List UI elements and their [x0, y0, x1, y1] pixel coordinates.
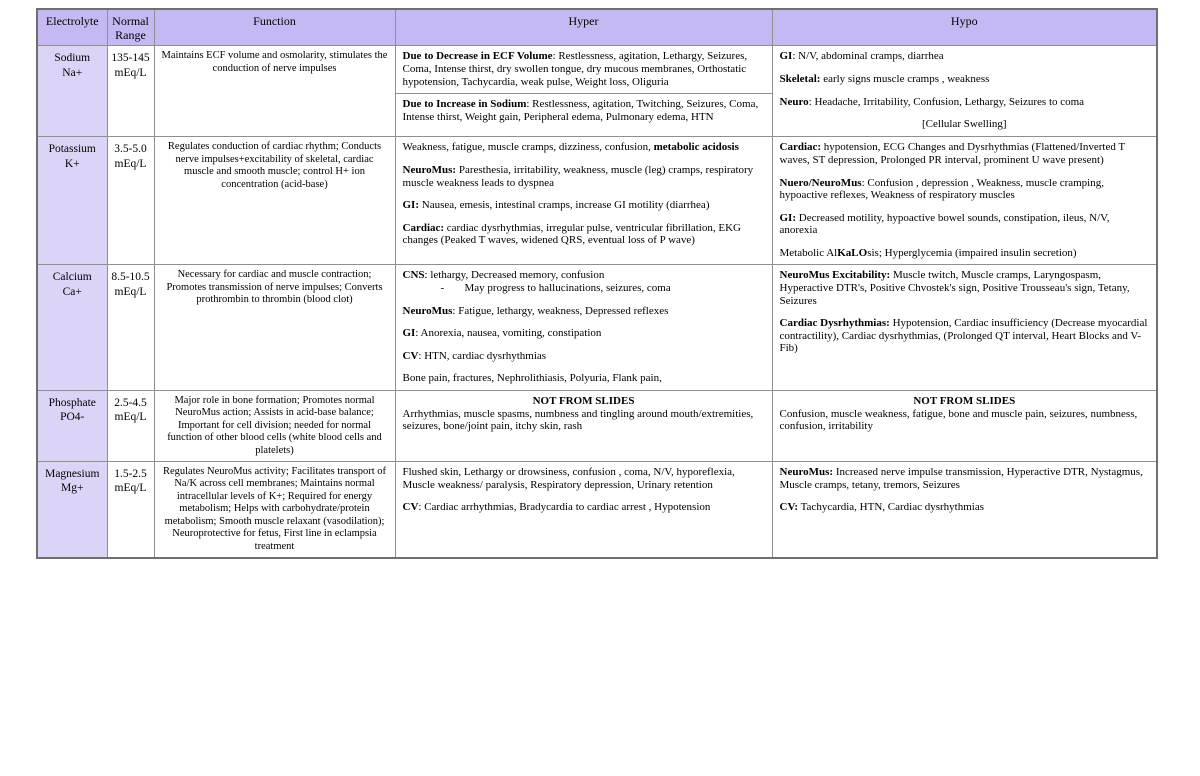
cell-section	[396, 46, 772, 94]
hyper-cell	[395, 265, 772, 391]
symptom-paragraph: GI: Decreased motility, hypoactive bowel sounds, constipation, ileus, N/V, anorexia	[779, 211, 1110, 237]
symptom-paragraph: Due to Increase in Sodium: Restlessness, agitation, Twitching, Seizures, Coma, Intense thirst, Weight gain, Peripheral edema, Pulmonary edema, HTN	[402, 98, 759, 123]
symptom-paragraph: Cardiac Dysrhythmias: Hypotension, Cardiac insufficiency (Decrease myocardial contractility), Cardiac dysrhythmias, (Prolonged QT interval, Heart Blocks and V-Fib)	[779, 317, 1148, 355]
hyper-cell	[395, 46, 772, 137]
symptom-paragraph: [Cellular Swelling]	[921, 118, 1007, 131]
hypo-cell	[772, 391, 1157, 462]
electrolyte-row	[37, 462, 1157, 558]
electrolyte-symbol: PO4-	[60, 411, 85, 424]
range-unit: mEq/L	[114, 285, 147, 298]
range-unit: mEq/L	[114, 66, 147, 79]
symptom-paragraph: Due to Decrease in ECF Volume: Restlessness, agitation, Lethargy, Seizures, Coma, Intense thirst, dry swollen tongue, dry mucous membranes, Orthostatic hypotension, Tachycardia, weak pulse, Weight loss, Oliguria	[402, 50, 748, 88]
electrolyte-name-cell	[37, 137, 107, 265]
symptom-paragraph: NeuroMus Excitability: Muscle twitch, Muscle cramps, Laryngospasm, Hyperactive DTR's, Positive Chvostek's sign, Positive Trousseau's sign, Tetany, Seizures	[779, 269, 1130, 307]
symptom-paragraph: GI: N/V, abdominal cramps, diarrhea	[779, 50, 944, 63]
hypo-cell	[772, 462, 1157, 558]
range-unit: mEq/L	[114, 157, 147, 170]
cell-section	[396, 462, 772, 519]
symptom-paragraph: Skeletal: early signs muscle cramps , weakness	[779, 72, 990, 85]
electrolyte-name: Magnesium	[45, 468, 100, 481]
function-cell: Regulates conduction of cardiac rhythm; Conducts nerve impulses+excitability of skeletal, cardiac muscle and smooth muscle; control H+ ion concentration (acid-base)	[154, 137, 395, 265]
normal-range-cell	[107, 265, 154, 391]
range-value: 3.5-5.0	[114, 143, 147, 156]
symptom-paragraph: CNS: lethargy, Decreased memory, confusion	[402, 269, 605, 282]
symptom-paragraph: CV: Tachycardia, HTN, Cardiac dysrhythmias	[779, 501, 985, 514]
cell-section	[396, 94, 772, 128]
normal-range-cell	[107, 46, 154, 137]
symptom-paragraph: Cardiac: hypotension, ECG Changes and Dysrhythmias (Flattened/Inverted T waves, ST depression, Prolonged PR interval, prominent U wave present)	[779, 141, 1125, 166]
electrolyte-name: Potassium	[48, 143, 96, 156]
symptom-paragraph: Confusion, muscle weakness, fatigue, bone and muscle pain, seizures, numbness, confusion, irritability	[779, 407, 1138, 433]
function-cell: Maintains ECF volume and osmolarity, stimulates the conduction of nerve impulses	[154, 46, 395, 137]
range-value: 8.5-10.5	[111, 271, 150, 284]
electrolyte-name-cell	[37, 391, 107, 462]
symptom-paragraph: Neuro: Headache, Irritability, Confusion, Lethargy, Seizures to coma	[779, 95, 1085, 108]
electrolyte-symbol: K+	[64, 157, 80, 170]
electrolyte-symbol: Mg+	[61, 482, 84, 495]
normal-range-cell	[107, 391, 154, 462]
symptom-paragraph: NeuroMus: Fatigue, lethargy, weakness, Depressed reflexes	[402, 304, 669, 317]
function-cell: Regulates NeuroMus activity; Facilitates transport of Na/K across cell membranes; Maintains normal intracellular levels of K+; Required for energy metabolism; Helps with carbohydrate/protein metabolism; Smooth muscle relaxant (vasodilation); Neuroprotective for fetus, First line in eclampsia treatment	[154, 462, 395, 558]
hypo-cell	[772, 46, 1157, 137]
symptom-paragraph: GI: Anorexia, nausea, vomiting, constipation	[402, 327, 602, 340]
column-header-electrolyte: Electrolyte	[37, 9, 107, 46]
symptom-paragraph: Metabolic AlKaLOsis; Hyperglycemia (impaired insulin secretion)	[779, 246, 1077, 259]
electrolyte-row	[37, 46, 1157, 137]
cell-section	[773, 137, 1157, 264]
column-header-hyper: Hyper	[395, 9, 772, 46]
electrolyte-name-cell	[37, 265, 107, 391]
symptom-paragraph: NeuroMus: Increased nerve impulse transmission, Hyperactive DTR, Nystagmus, Muscle cramps, tetany, tremors, Seizures	[779, 466, 1143, 491]
cell-section	[396, 391, 772, 438]
hyper-cell	[395, 391, 772, 462]
range-value: 1.5-2.5	[114, 468, 147, 481]
function-cell: Major role in bone formation; Promotes normal NeuroMus action; Assists in acid-base balance; Important for cell division; needed for normal function of other blood cells (white blood cells and platelets)	[154, 391, 395, 462]
symptom-paragraph: Nuero/NeuroMus: Confusion , depression , Weakness, muscle cramping, hypoactive reflexes, Weakness of respiratory muscles	[779, 176, 1104, 202]
symptom-paragraph: Cardiac: cardiac dysrhythmias, irregular pulse, ventricular fibrillation, EKG changes (Peaked T waves, widened QRS, eventual loss of P wave)	[402, 221, 741, 247]
symptom-paragraph: NOT FROM SLIDES	[532, 395, 635, 408]
column-header-normal-range: Normal Range	[107, 9, 154, 46]
cell-section	[773, 265, 1157, 360]
electrolyte-symbol: Na+	[62, 66, 83, 79]
symptom-paragraph: CV: HTN, cardiac dysrhythmias	[402, 349, 547, 362]
hyper-cell	[395, 462, 772, 558]
cell-section	[773, 46, 1157, 135]
cell-section	[396, 265, 772, 390]
electrolyte-name-cell	[37, 46, 107, 137]
symptom-paragraph: NeuroMus: Paresthesia, irritability, weakness, muscle (leg) cramps, respiratory muscle weakness leads to dyspnea	[402, 163, 754, 189]
range-value: 135-145	[111, 52, 150, 65]
electrolyte-name: Phosphate	[48, 397, 96, 410]
hyper-cell	[395, 137, 772, 265]
column-header-hypo: Hypo	[772, 9, 1157, 46]
range-unit: mEq/L	[114, 482, 147, 495]
electrolyte-row	[37, 391, 1157, 462]
cell-section	[773, 462, 1157, 519]
header-row	[37, 9, 1157, 46]
range-unit: mEq/L	[114, 411, 147, 424]
hypo-cell	[772, 265, 1157, 391]
electrolyte-name: Calcium	[52, 271, 92, 284]
hypo-cell	[772, 137, 1157, 265]
symptom-paragraph: NOT FROM SLIDES	[913, 395, 1016, 408]
symptom-paragraph: Flushed skin, Lethargy or drowsiness, confusion , coma, N/V, hyporeflexia, Muscle weakness/ paralysis, Respiratory depression, Urinary retention	[402, 466, 735, 491]
symptom-paragraph: CV: Cardiac arrhythmias, Bradycardia to cardiac arrest , Hypotension	[402, 501, 711, 514]
symptom-paragraph: GI: Nausea, emesis, intestinal cramps, increase GI motility (diarrhea)	[402, 199, 710, 212]
column-header-function: Function	[154, 9, 395, 46]
normal-range-cell	[107, 462, 154, 558]
electrolyte-name-cell	[37, 462, 107, 558]
electrolyte-table	[36, 8, 1158, 559]
normal-range-cell	[107, 137, 154, 265]
symptom-paragraph: - May progress to hallucinations, seizures, coma	[440, 282, 671, 295]
electrolyte-symbol: Ca+	[62, 285, 82, 298]
symptom-paragraph: Bone pain, fractures, Nephrolithiasis, Polyuria, Flank pain,	[402, 372, 662, 385]
electrolyte-row	[37, 265, 1157, 391]
cell-section	[396, 137, 772, 252]
range-value: 2.5-4.5	[114, 397, 147, 410]
electrolyte-row	[37, 137, 1157, 265]
symptom-paragraph: Arrhythmias, muscle spasms, numbness and tingling around mouth/extremities, seizures, bone/joint pain, itchy skin, rash	[402, 407, 754, 433]
electrolyte-name: Sodium	[54, 52, 91, 65]
function-cell: Necessary for cardiac and muscle contraction; Promotes transmission of nerve impulses; Converts prothrombin to thrombin (blood clot)	[154, 265, 395, 391]
symptom-paragraph: Weakness, fatigue, muscle cramps, dizziness, confusion, metabolic acidosis	[402, 141, 739, 154]
cell-section	[773, 391, 1157, 438]
dash-bullet: -	[440, 282, 445, 295]
